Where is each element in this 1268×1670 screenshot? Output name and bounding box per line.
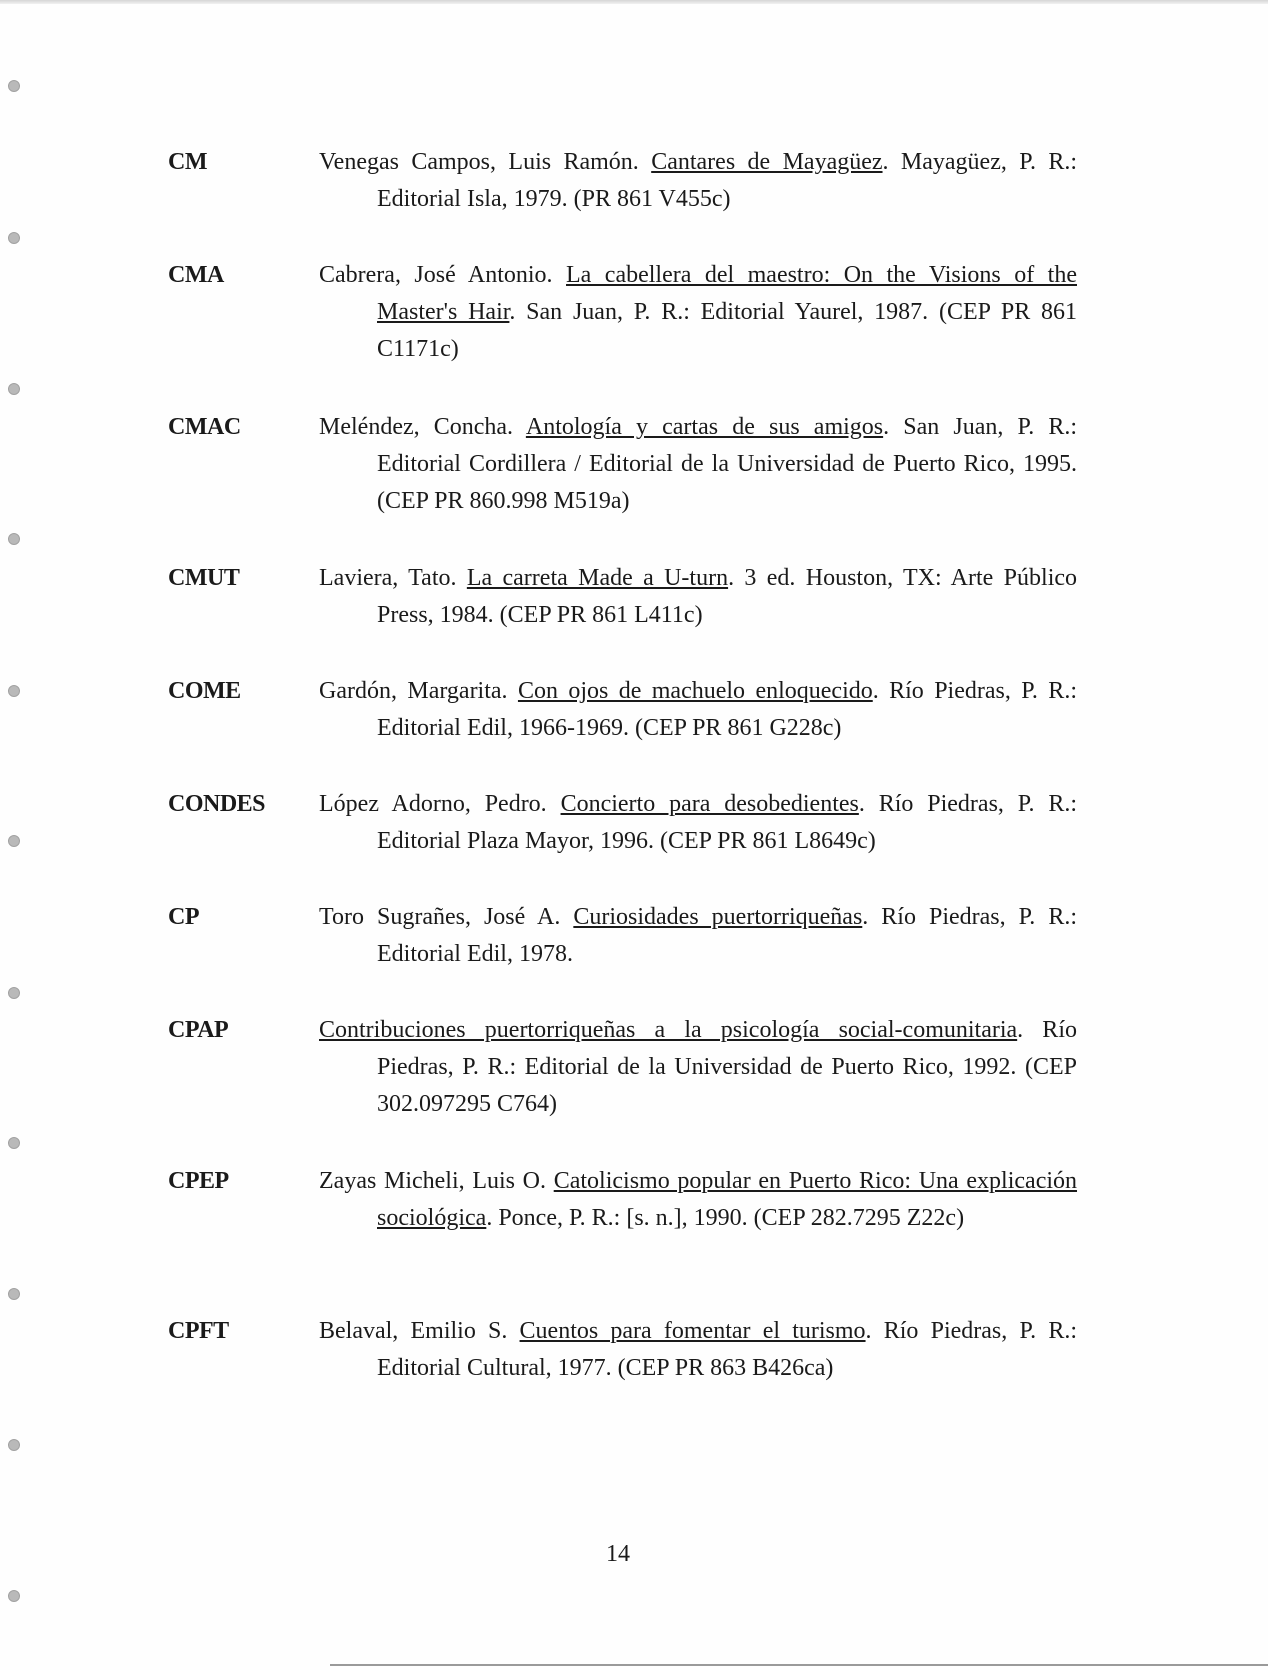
entry-author: Gardón, Margarita. [319,678,508,704]
entry-title: Contribuciones puertorriqueñas a la psicología social-comunitaria [319,1017,1018,1043]
top-edge-rule [0,0,1268,4]
bibliography-entry [168,1012,1078,1123]
entry-citation [319,786,1077,860]
punch-hole-icon [8,383,20,395]
entry-code: CMAC [168,414,241,440]
entry-code: CPAP [168,1017,229,1043]
entry-title: Cuentos para fomentar el turismo [519,1318,866,1344]
bibliography-entry [168,1313,1078,1387]
entry-author: Zayas Micheli, Luis O. [319,1168,547,1194]
entry-publication: . San Juan, P. R.: Editorial Cordillera / Editorial de la Universidad de Puerto Rico, 1995. (CEP PR 860.998 M519a) [377,414,1077,514]
entry-citation [319,409,1077,520]
bibliography-entry [168,786,1078,860]
entry-code: CMUT [168,565,240,591]
entry-author: Belaval, Emilio S. [319,1318,508,1344]
entry-citation [319,1012,1077,1123]
punch-hole-icon [8,685,20,697]
entry-title: Curiosidades puertorriqueñas [573,904,863,930]
bibliography-entry [168,560,1078,634]
punch-hole-icon [8,232,20,244]
bibliography-entry [168,673,1078,747]
punch-hole-icon [8,80,20,92]
punch-hole-icon [8,987,20,999]
bibliography-entry [168,257,1078,368]
entry-publication: . Ponce, P. R.: [s. n.], 1990. (CEP 282.7295 Z22c) [486,1205,965,1231]
entry-code: CMA [168,262,224,288]
entry-publication: . Río Piedras, P. R.: Editorial Cultural, 1977. (CEP PR 863 B426ca) [377,1318,1077,1381]
entry-code: CPEP [168,1168,229,1194]
bottom-edge-rule [330,1664,1268,1666]
entry-citation [319,673,1077,747]
entry-publication: . Mayagüez, P. R.: Editorial Isla, 1979. (PR 861 V455c) [377,149,1078,212]
entry-author: Laviera, Tato. [319,565,457,591]
entry-publication: . Río Piedras, P. R.: Editorial Edil, 1978. [377,904,1077,967]
entry-title: Con ojos de machuelo enloquecido [517,678,873,704]
entry-title: Antología y cartas de sus amigos [525,414,884,440]
punch-hole-icon [8,1137,20,1149]
punch-hole-icon [8,1590,20,1602]
punch-hole-icon [8,533,20,545]
entry-citation [319,899,1077,973]
bibliography-entry [168,899,1078,973]
entry-publication: . Río Piedras, P. R.: Editorial Plaza Mayor, 1996. (CEP PR 861 L8649c) [377,791,1078,854]
page-number: 14 [606,1541,630,1567]
punch-hole-icon [8,1288,20,1300]
punch-hole-icon [8,1439,20,1451]
entry-publication: . Río Piedras, P. R.: Editorial de la Universidad de Puerto Rico, 1992. (CEP 302.097295 C764) [377,1017,1077,1117]
bibliography-entry [168,1163,1078,1237]
entry-publication: . 3 ed. Houston, TX: Arte Público Press, 1984. (CEP PR 861 L411c) [377,565,1078,628]
entry-code: CP [168,904,199,930]
entry-author: Cabrera, José Antonio. [319,262,553,288]
entry-title: La carreta Made a U-turn [466,565,729,591]
punch-hole-icon [8,835,20,847]
entry-citation [319,257,1077,368]
entry-citation [319,1313,1077,1387]
entry-code: COME [168,678,241,704]
entry-code: CONDES [168,791,266,817]
entry-code: CM [168,149,207,175]
entry-citation [319,560,1077,634]
entry-citation [319,1163,1077,1237]
bibliography-entry [168,144,1078,218]
entry-author: López Adorno, Pedro. [319,791,547,817]
entry-title: Concierto para desobedientes [560,791,859,817]
entry-title: Catolicismo popular en Puerto Rico: Una explicación sociológica [377,1168,1078,1231]
entry-author: Meléndez, Concha. [319,414,514,440]
entry-code: CPFT [168,1318,229,1344]
entry-author: Venegas Campos, Luis Ramón. [319,149,639,175]
entry-author: Toro Sugrañes, José A. [319,904,561,930]
entry-citation [319,144,1077,218]
entry-title: Cantares de Mayagüez [651,149,883,175]
entry-publication: . Río Piedras, P. R.: Editorial Edil, 1966-1969. (CEP PR 861 G228c) [377,678,1077,741]
bibliography-entry [168,409,1078,520]
entry-title: La cabellera del maestro: On the Visions of the Master's Hair [377,262,1077,325]
entry-publication: . San Juan, P. R.: Editorial Yaurel, 1987. (CEP PR 861 C1171c) [377,299,1077,362]
